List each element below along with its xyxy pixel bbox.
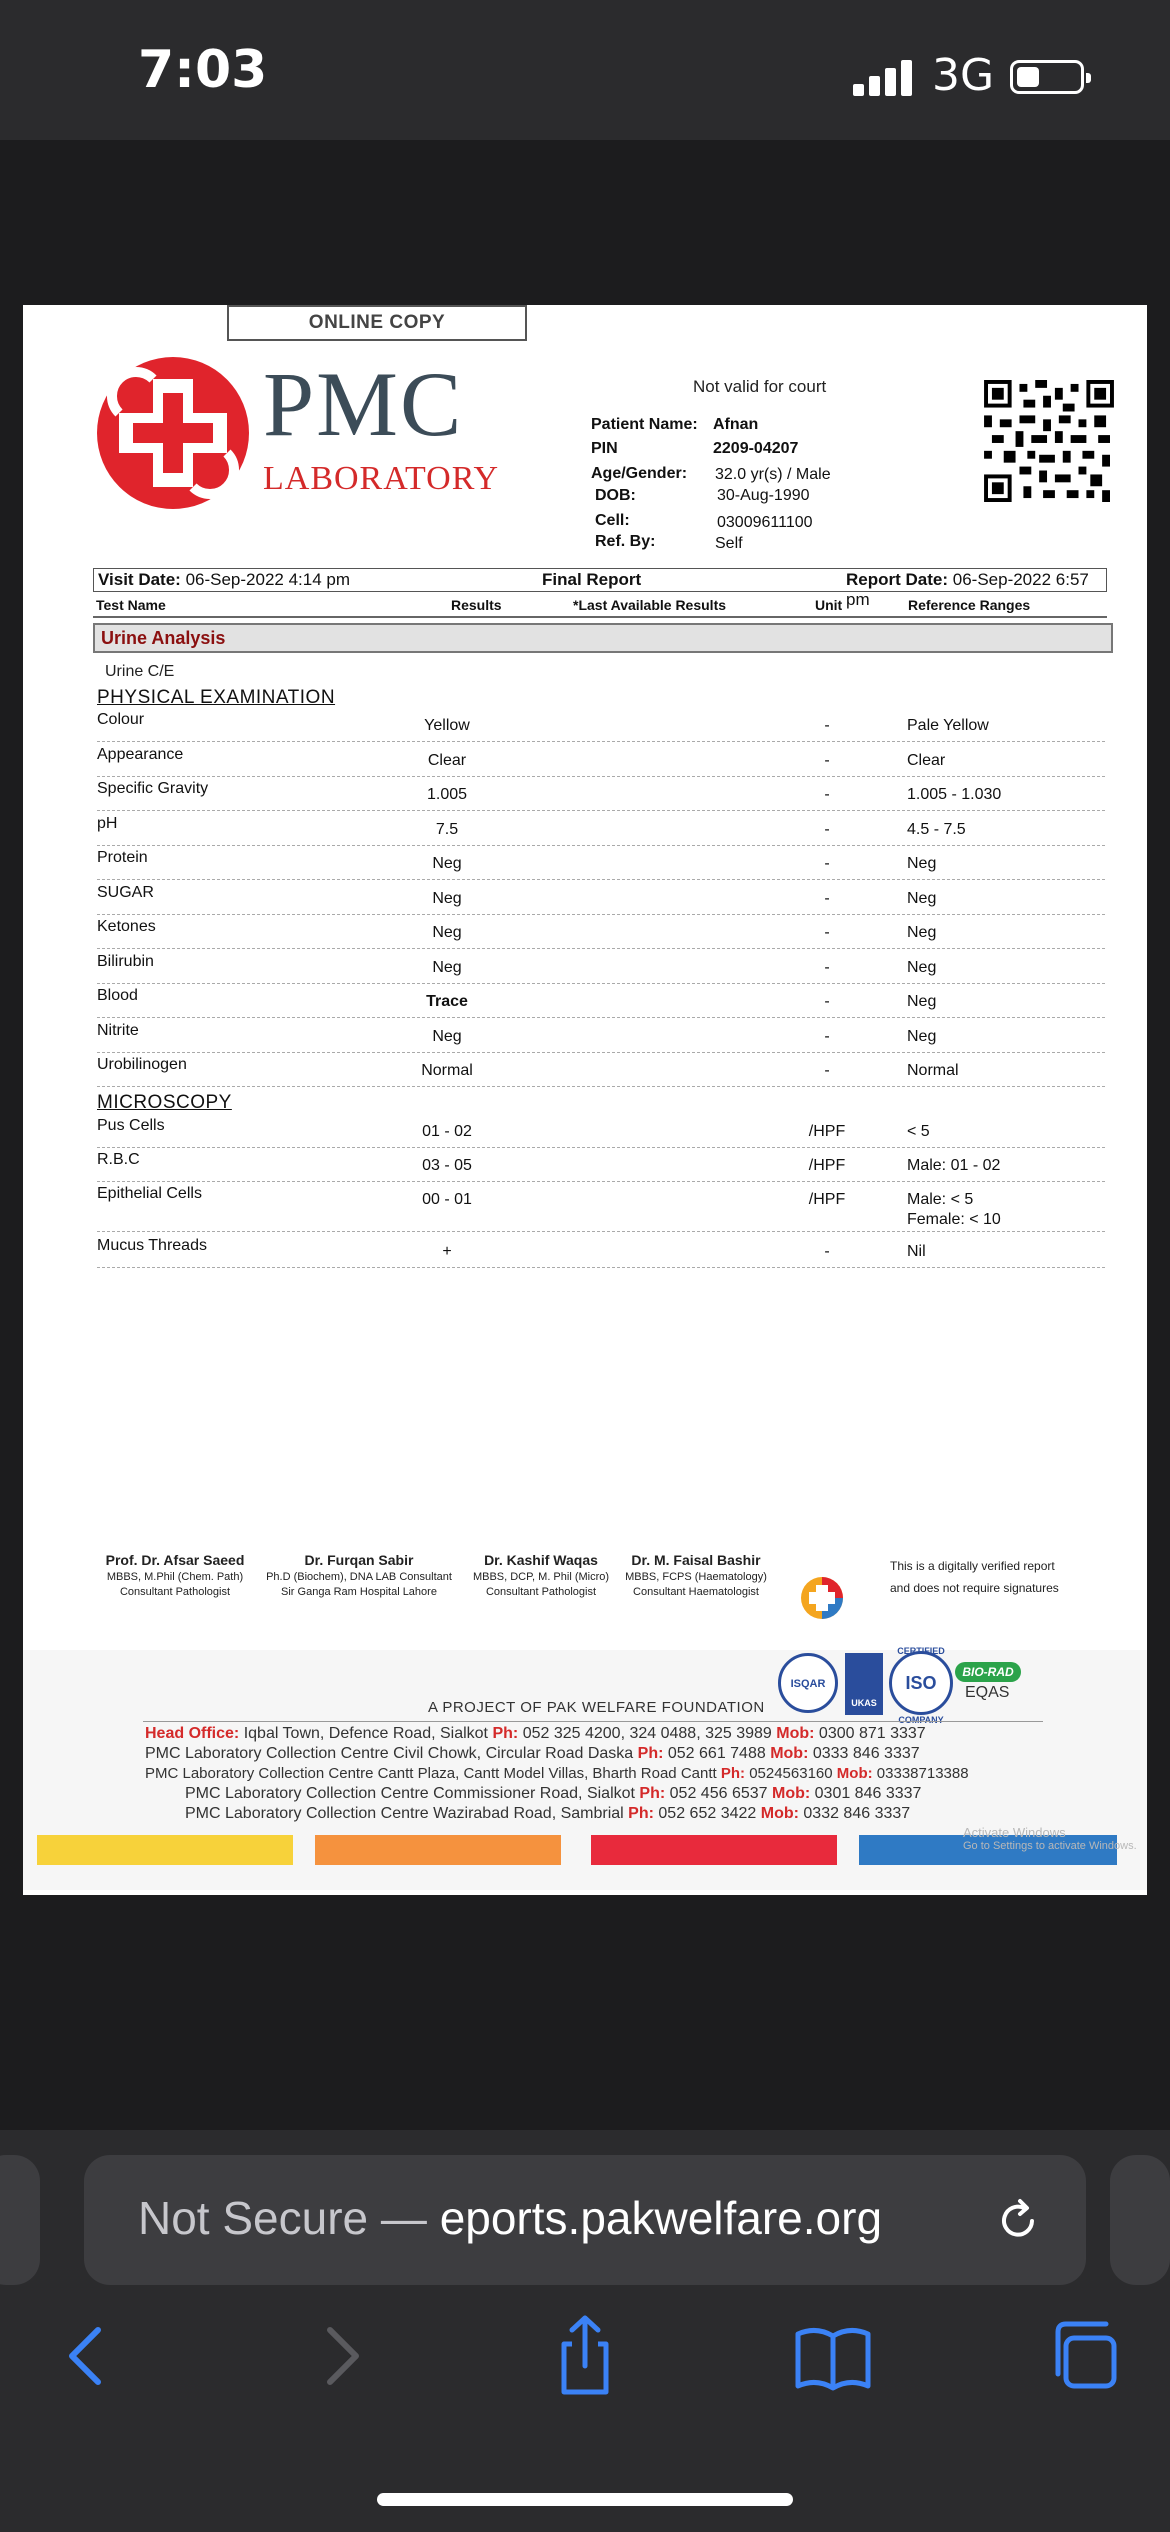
lab-report-document: [23, 305, 1147, 1895]
share-icon[interactable]: [540, 2310, 630, 2400]
test-result: Neg: [432, 889, 462, 907]
age-value: 32.0 yr(s) / Male: [715, 466, 831, 483]
test-name: SUGAR: [97, 883, 154, 901]
test-result: 00 - 01: [422, 1191, 472, 1208]
cell-value: 03009611100: [717, 514, 813, 531]
column-test-name: Test Name: [96, 597, 166, 613]
signal-strength-icon: [853, 58, 915, 96]
test-unit: -: [824, 1027, 830, 1045]
test-unit: -: [824, 751, 830, 769]
test-result: +: [442, 1243, 452, 1260]
table-row: [97, 1181, 1105, 1232]
table-row: [97, 707, 1105, 742]
test-result: 01 - 02: [422, 1123, 472, 1140]
test-name: Specific Gravity: [97, 780, 209, 797]
head-office-address: Head Office: Iqbal Town, Defence Road, Sialkot Ph: 052 325 4200, 324 0488, 325 3989 Mob: 0300 871 3337: [145, 1725, 926, 1742]
table-row: [97, 880, 1105, 915]
qr-code-icon: [983, 380, 1115, 502]
collection-centre-address: PMC Laboratory Collection Centre Cantt Plaza, Cantt Model Villas, Bharth Road Cantt Ph: 0524563160 Mob: 03338713388: [145, 1765, 969, 1782]
project-label: A PROJECT OF PAK WELFARE FOUNDATION: [428, 1699, 765, 1716]
tabs-icon[interactable]: [1040, 2310, 1130, 2400]
reference-range: Pale Yellow: [907, 717, 989, 734]
section-title: Urine Analysis: [93, 623, 1113, 653]
test-unit: -: [824, 855, 830, 872]
url-value: eports.pakwelfare.org: [439, 2192, 883, 2244]
clock: 7:03: [138, 40, 268, 100]
reference-range-secondary: Female: < 10: [907, 1211, 1001, 1228]
test-unit: /HPF: [808, 1191, 846, 1208]
visit-date-label: Visit Date:: [98, 570, 181, 589]
address-text: [138, 2191, 882, 2245]
pin-value: 2209-04207: [713, 440, 799, 457]
not-valid-note: Not valid for court: [693, 377, 827, 396]
not-secure-label: Not Secure —: [138, 2192, 427, 2244]
test-result: Neg: [432, 1027, 462, 1045]
next-tab-pill[interactable]: [1110, 2155, 1170, 2285]
reference-range: Neg: [907, 889, 937, 907]
physical-heading: PHYSICAL EXAMINATION: [97, 687, 336, 708]
ukas-badge: UKAS: [845, 1653, 883, 1715]
test-unit: -: [824, 958, 830, 976]
test-name: Bilirubin: [97, 952, 154, 970]
reference-range: 1.005 - 1.030: [907, 786, 1002, 803]
footer-divider: [143, 1721, 1043, 1722]
footer-bar-orange: [315, 1835, 561, 1865]
test-name: Blood: [97, 987, 138, 1004]
table-row: [97, 742, 1105, 777]
test-unit: -: [824, 786, 830, 803]
reference-range: Neg: [907, 958, 937, 976]
test-result: Trace: [426, 993, 468, 1010]
dob-value: 30-Aug-1990: [717, 487, 810, 504]
reference-range: 4.5 - 7.5: [907, 820, 966, 838]
iso-company-text: COMPANY: [898, 1715, 944, 1725]
reference-range: Clear: [907, 751, 946, 769]
pmc-logo-icon: [93, 353, 253, 513]
test-unit: -: [824, 889, 830, 907]
forward-icon[interactable]: [296, 2310, 386, 2400]
test-unit: -: [824, 820, 830, 838]
reference-range: Neg: [907, 855, 937, 872]
dob-label: DOB:: [595, 487, 636, 504]
table-row: [97, 914, 1105, 949]
digital-verification-note: This is a digitally verified report and does not require signatures: [890, 1559, 1059, 1595]
biorad-badge: BIO-RAD: [955, 1662, 1021, 1682]
activate-windows-watermark: Activate Windows Go to Settings to activate Windows.: [963, 1825, 1137, 1852]
network-type: 3G: [932, 50, 995, 101]
test-unit: -: [824, 717, 830, 734]
iso-badge: ISO: [889, 1651, 953, 1715]
report-date: 06-Sep-2022 6:57 pm: [846, 570, 1089, 609]
reference-range: Nil: [907, 1243, 926, 1260]
reference-range: Neg: [907, 993, 937, 1010]
reference-range: Neg: [907, 1027, 937, 1045]
test-name: Epithelial Cells: [97, 1185, 202, 1202]
table-row: [97, 1052, 1105, 1087]
collection-centre-address: PMC Laboratory Collection Centre Commissioner Road, Sialkot Ph: 052 456 6537 Mob: 0301 846 3337: [185, 1785, 922, 1802]
sub-title: Urine C/E: [105, 663, 175, 680]
test-unit: -: [824, 924, 830, 941]
patient-name-label: Patient Name:: [591, 416, 698, 433]
test-result: 1.005: [426, 786, 468, 803]
test-result: Neg: [432, 958, 462, 976]
back-icon[interactable]: [42, 2310, 132, 2400]
table-row: [97, 1233, 1105, 1268]
table-row: [97, 1147, 1105, 1182]
test-result: 03 - 05: [422, 1157, 472, 1174]
test-name: Appearance: [97, 745, 184, 763]
logo-subtext: LABORATORY: [263, 460, 500, 497]
signature-1: Prof. Dr. Afsar Saeed MBBS, M.Phil (Chem. Path) Consultant Pathologist: [105, 1552, 245, 1598]
reference-range: Neg: [907, 924, 937, 941]
test-result: Neg: [432, 855, 462, 872]
final-report-label: Final Report: [542, 570, 642, 589]
table-row: [97, 1018, 1105, 1053]
test-result: Yellow: [424, 717, 470, 734]
test-name: Ketones: [97, 918, 156, 935]
isqar-badge: ISQAR: [778, 1653, 838, 1713]
address-bar[interactable]: [84, 2155, 1086, 2285]
microscopy-heading: MICROSCOPY: [97, 1092, 232, 1113]
collection-centre-address: PMC Laboratory Collection Centre Civil Chowk, Circular Road Daska Ph: 052 661 7488 Mob: 0333 846 3337: [145, 1745, 920, 1762]
test-name: Urobilinogen: [97, 1056, 187, 1073]
column-unit: Unit: [815, 597, 843, 613]
test-name: pH: [97, 814, 118, 832]
footer-bar-red: [591, 1835, 837, 1865]
reload-icon[interactable]: [992, 2195, 1044, 2247]
patient-name: Afnan: [713, 416, 759, 433]
iso-certified-text: CERTIFIED: [897, 1646, 945, 1656]
logo-text: PMC: [263, 353, 464, 455]
column-last-results: *Last Available Results: [573, 597, 727, 613]
test-unit: /HPF: [808, 1157, 846, 1174]
test-name: Nitrite: [97, 1021, 139, 1039]
bookmarks-icon[interactable]: [788, 2310, 878, 2400]
test-name: Pus Cells: [97, 1117, 165, 1134]
visit-date: 06-Sep-2022 4:14 pm: [185, 570, 351, 589]
table-row: [97, 811, 1105, 846]
test-result: Normal: [421, 1062, 473, 1079]
test-result: Neg: [432, 924, 462, 941]
test-name: R.B.C: [97, 1151, 140, 1168]
test-name: Mucus Threads: [97, 1237, 207, 1254]
online-copy-label: ONLINE COPY: [227, 305, 527, 341]
test-name: Colour: [97, 711, 145, 728]
eqas-badge: EQAS: [965, 1684, 1010, 1701]
column-reference-ranges: Reference Ranges: [908, 597, 1031, 613]
ref-value: Self: [715, 535, 743, 552]
column-results: Results: [451, 597, 502, 613]
signature-4: Dr. M. Faisal Bashir MBBS, FCPS (Haematology) Consultant Haematologist: [625, 1552, 767, 1598]
signature-3: Dr. Kashif Waqas MBBS, DCP, M. Phil (Micro) Consultant Pathologist: [472, 1552, 610, 1598]
test-result: 7.5: [435, 820, 459, 838]
battery-icon: [1010, 60, 1084, 94]
age-label: Age/Gender:: [591, 465, 688, 482]
pin-label: PIN: [591, 440, 618, 457]
header-divider: [93, 616, 1107, 618]
pmc-small-logo-icon: [799, 1575, 845, 1621]
report-date-label: Report Date:: [846, 570, 949, 589]
table-row: [97, 776, 1105, 811]
previous-tab-pill[interactable]: [0, 2155, 40, 2285]
test-unit: -: [824, 1243, 830, 1260]
reference-range: Normal: [907, 1062, 959, 1079]
ref-label: Ref. By:: [595, 533, 656, 550]
test-unit: -: [824, 993, 830, 1010]
test-name: Protein: [97, 849, 148, 866]
signature-2: Dr. Furqan Sabir Ph.D (Biochem), DNA LAB Consultant Sir Ganga Ram Hospital Lahore: [266, 1552, 452, 1598]
test-unit: /HPF: [808, 1123, 846, 1140]
cell-label: Cell:: [595, 512, 630, 529]
reference-range: Male: < 5: [907, 1191, 974, 1208]
footer-bar-yellow: [37, 1835, 293, 1865]
table-row: [97, 1113, 1105, 1148]
collection-centre-address: PMC Laboratory Collection Centre Wazirabad Road, Sambrial Ph: 052 652 3422 Mob: 0332 846 3337: [185, 1805, 911, 1822]
reference-range: Male: 01 - 02: [907, 1157, 1001, 1174]
test-unit: -: [824, 1062, 830, 1079]
table-row: [97, 845, 1105, 880]
home-indicator[interactable]: [377, 2493, 793, 2506]
test-result: Clear: [427, 751, 467, 769]
table-row: [97, 983, 1105, 1018]
status-bar: [0, 0, 1170, 140]
reference-range: < 5: [907, 1123, 930, 1140]
table-row: [97, 949, 1105, 984]
